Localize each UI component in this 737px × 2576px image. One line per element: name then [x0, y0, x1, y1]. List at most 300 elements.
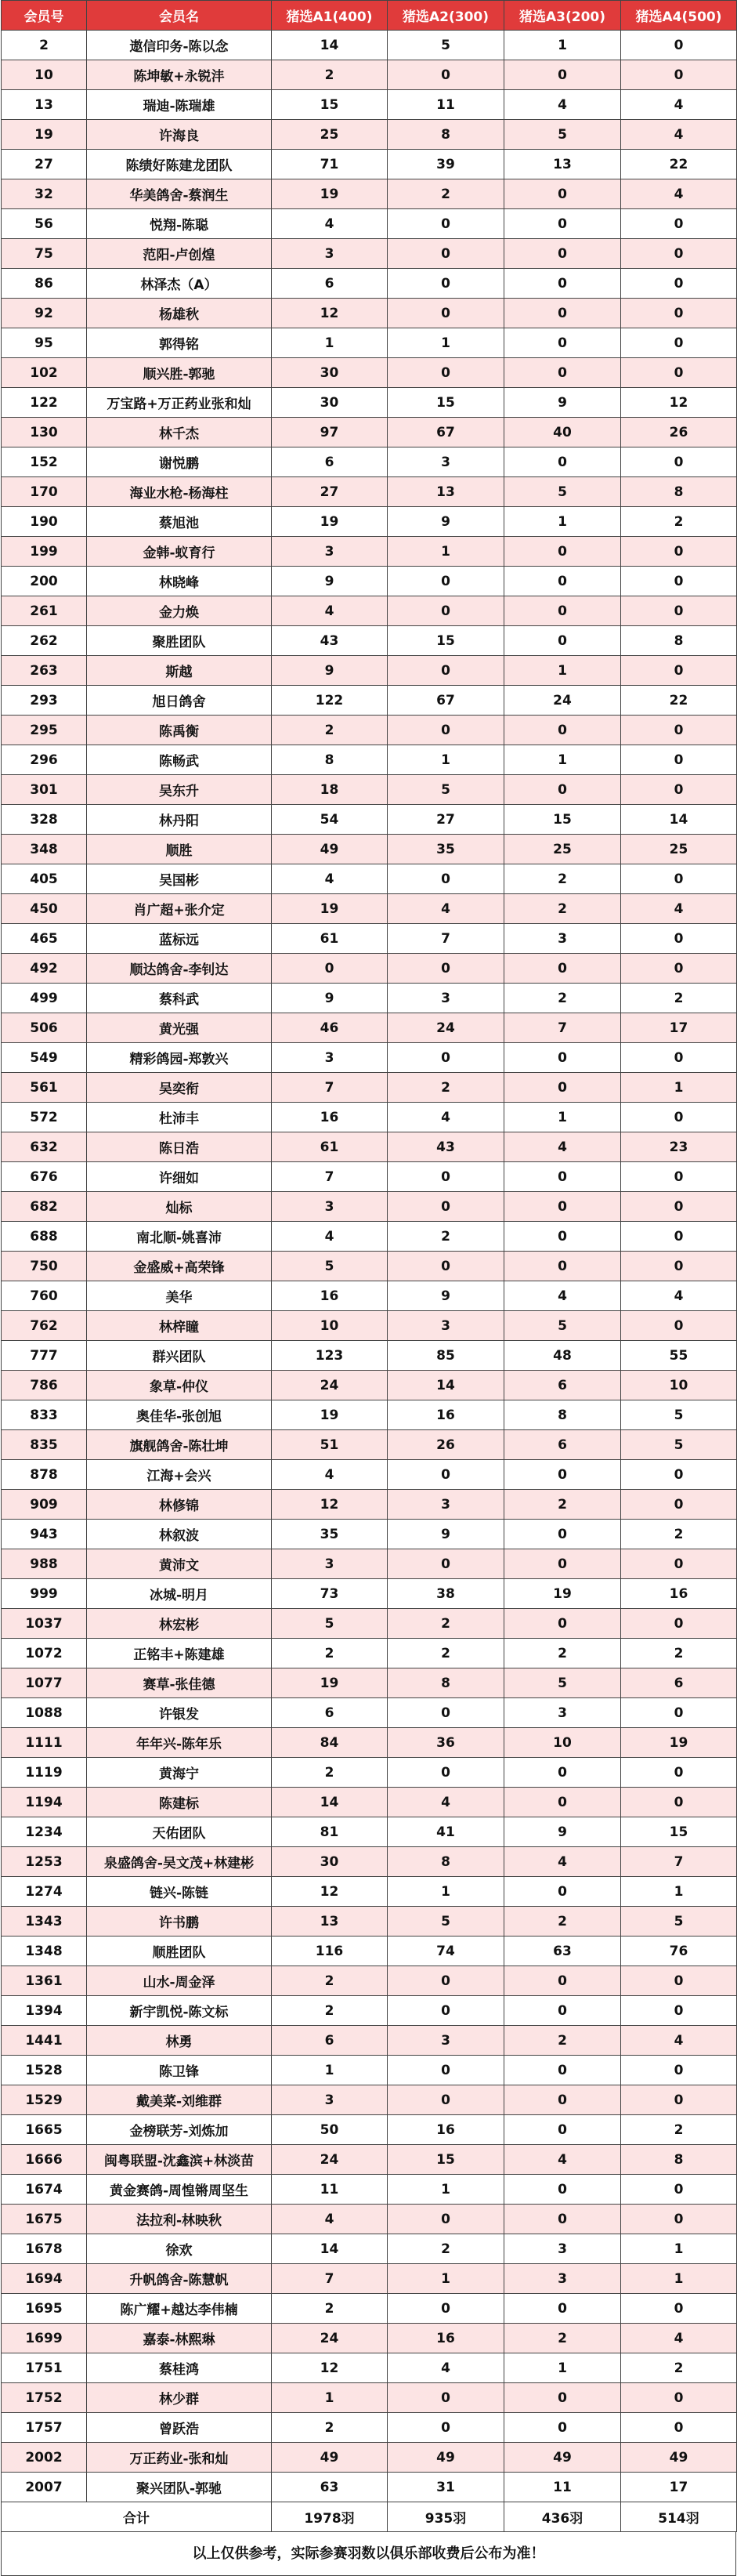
cell-member-id: 1678	[2, 2234, 87, 2264]
cell-member-name: 南北顺-姚喜沛	[87, 1222, 272, 1252]
cell-a4: 49	[621, 2443, 737, 2473]
cell-a4: 0	[621, 2413, 737, 2443]
cell-a3: 0	[504, 1996, 621, 2026]
cell-a3: 0	[504, 1460, 621, 1490]
cell-member-name: 林少群	[87, 2383, 272, 2413]
cell-a4: 4	[621, 179, 737, 209]
cell-a3: 0	[504, 2085, 621, 2115]
cell-a1: 12	[272, 1490, 388, 1520]
cell-member-id: 1348	[2, 1937, 87, 1966]
cell-member-id: 261	[2, 596, 87, 626]
cell-member-name: 美华	[87, 1281, 272, 1311]
cell-member-name: 林勇	[87, 2026, 272, 2056]
cell-a4: 1	[621, 2234, 737, 2264]
cell-a1: 7	[272, 1073, 388, 1103]
table-row	[2, 1996, 737, 2026]
cell-a2: 15	[388, 388, 504, 418]
table-row	[2, 1103, 737, 1132]
cell-member-id: 549	[2, 1043, 87, 1073]
cell-a1: 10	[272, 1311, 388, 1341]
cell-member-id: 943	[2, 1520, 87, 1549]
cell-a2: 85	[388, 1341, 504, 1371]
cell-member-name: 肖广超+张介定	[87, 894, 272, 924]
disclaimer-notice: 以上仅供参考，实际参赛羽数以俱乐部收费后公布为准！	[1, 2532, 736, 2576]
cell-member-id: 75	[2, 239, 87, 269]
cell-member-id: 572	[2, 1103, 87, 1132]
totals-label: 合计	[2, 2502, 272, 2532]
table-row	[2, 388, 737, 418]
cell-a4: 2	[621, 507, 737, 537]
cell-member-id: 1072	[2, 1639, 87, 1668]
cell-a1: 14	[272, 2234, 388, 2264]
cell-a1: 7	[272, 2264, 388, 2294]
cell-a2: 39	[388, 150, 504, 179]
cell-a2: 8	[388, 120, 504, 150]
cell-member-name: 旭日鸽舍	[87, 686, 272, 716]
cell-a3: 2	[504, 1907, 621, 1937]
cell-a2: 0	[388, 269, 504, 299]
cell-member-name: 升帆鸽舍-陈慧帆	[87, 2264, 272, 2294]
cell-member-name: 蔡桂鸿	[87, 2353, 272, 2383]
cell-member-id: 262	[2, 626, 87, 656]
cell-a1: 73	[272, 1579, 388, 1609]
table-row	[2, 1758, 737, 1788]
cell-member-id: 1441	[2, 2026, 87, 2056]
cell-member-id: 405	[2, 864, 87, 894]
cell-member-name: 冰城-明月	[87, 1579, 272, 1609]
cell-member-name: 林丹阳	[87, 805, 272, 835]
cell-a4: 0	[621, 954, 737, 984]
cell-a3: 4	[504, 1847, 621, 1877]
cell-a2: 0	[388, 1758, 504, 1788]
cell-member-id: 676	[2, 1162, 87, 1192]
cell-a2: 8	[388, 1668, 504, 1698]
table-row	[2, 1043, 737, 1073]
cell-a3: 0	[504, 1758, 621, 1788]
cell-a3: 1	[504, 2353, 621, 2383]
cell-a3: 19	[504, 1579, 621, 1609]
cell-a1: 12	[272, 1877, 388, 1907]
cell-a2: 1	[388, 328, 504, 358]
table-row	[2, 2383, 737, 2413]
cell-a1: 11	[272, 2175, 388, 2205]
cell-a2: 3	[388, 447, 504, 477]
cell-a4: 0	[621, 1162, 737, 1192]
cell-member-name: 陈绩好陈建龙团队	[87, 150, 272, 179]
cell-member-name: 赛草-张佳德	[87, 1668, 272, 1698]
cell-member-name: 聚胜团队	[87, 626, 272, 656]
cell-member-name: 许银发	[87, 1698, 272, 1728]
cell-a4: 0	[621, 2085, 737, 2115]
cell-a3: 0	[504, 1520, 621, 1549]
cell-member-id: 499	[2, 984, 87, 1013]
cell-a3: 0	[504, 209, 621, 239]
cell-member-id: 833	[2, 1400, 87, 1430]
cell-a4: 5	[621, 1907, 737, 1937]
cell-member-id: 1274	[2, 1877, 87, 1907]
table-row	[2, 1252, 737, 1281]
cell-a2: 0	[388, 2294, 504, 2324]
cell-a4: 15	[621, 1817, 737, 1847]
cell-a3: 48	[504, 1341, 621, 1371]
cell-member-id: 1675	[2, 2205, 87, 2234]
cell-member-name: 斯越	[87, 656, 272, 686]
table-row	[2, 1281, 737, 1311]
cell-a3: 0	[504, 1162, 621, 1192]
cell-a4: 0	[621, 1460, 737, 1490]
cell-member-id: 988	[2, 1549, 87, 1579]
table-row	[2, 328, 737, 358]
cell-member-name: 陈卫锋	[87, 2056, 272, 2085]
cell-member-name: 顺达鸽舍-李钊达	[87, 954, 272, 984]
cell-a1: 3	[272, 1549, 388, 1579]
table-row	[2, 2324, 737, 2353]
cell-a4: 1	[621, 1877, 737, 1907]
header-member-id: 会员号	[2, 1, 87, 31]
cell-member-id: 1666	[2, 2145, 87, 2175]
cell-a1: 30	[272, 388, 388, 418]
cell-a2: 43	[388, 1132, 504, 1162]
cell-a2: 11	[388, 90, 504, 120]
table-row	[2, 120, 737, 150]
table-row	[2, 358, 737, 388]
cell-a2: 16	[388, 2324, 504, 2353]
cell-a4: 0	[621, 1698, 737, 1728]
cell-a1: 3	[272, 537, 388, 567]
cell-member-name: 蔡科武	[87, 984, 272, 1013]
cell-member-id: 328	[2, 805, 87, 835]
cell-a1: 2	[272, 60, 388, 90]
cell-a1: 8	[272, 745, 388, 775]
table-row	[2, 1222, 737, 1252]
cell-a1: 24	[272, 2145, 388, 2175]
cell-member-id: 1234	[2, 1817, 87, 1847]
cell-a4: 0	[621, 1758, 737, 1788]
cell-a3: 11	[504, 2473, 621, 2502]
table-row	[2, 954, 737, 984]
cell-member-id: 86	[2, 269, 87, 299]
cell-a3: 24	[504, 686, 621, 716]
cell-member-id: 1528	[2, 2056, 87, 2085]
cell-member-id: 293	[2, 686, 87, 716]
header-a2: 猪选A2(300)	[388, 1, 504, 31]
cell-a4: 0	[621, 537, 737, 567]
cell-member-name: 林叙波	[87, 1520, 272, 1549]
cell-member-id: 682	[2, 1192, 87, 1222]
cell-a2: 0	[388, 299, 504, 328]
cell-a3: 0	[504, 2294, 621, 2324]
cell-a4: 0	[621, 447, 737, 477]
table-row	[2, 1639, 737, 1668]
cell-a3: 0	[504, 328, 621, 358]
cell-member-name: 陈建标	[87, 1788, 272, 1817]
table-row	[2, 1728, 737, 1758]
cell-a2: 9	[388, 507, 504, 537]
cell-a3: 0	[504, 1549, 621, 1579]
cell-a4: 5	[621, 1430, 737, 1460]
cell-member-id: 130	[2, 418, 87, 447]
table-row	[2, 2264, 737, 2294]
cell-a2: 27	[388, 805, 504, 835]
cell-a1: 4	[272, 1222, 388, 1252]
cell-a4: 10	[621, 1371, 737, 1400]
cell-a1: 35	[272, 1520, 388, 1549]
cell-a3: 9	[504, 388, 621, 418]
cell-member-name: 杨雄秋	[87, 299, 272, 328]
cell-a1: 6	[272, 1698, 388, 1728]
cell-a2: 16	[388, 1400, 504, 1430]
table-row	[2, 596, 737, 626]
cell-a4: 0	[621, 2383, 737, 2413]
table-row	[2, 745, 737, 775]
cell-a1: 4	[272, 209, 388, 239]
cell-member-id: 450	[2, 894, 87, 924]
cell-member-name: 陈广耀+越达李伟楠	[87, 2294, 272, 2324]
table-row	[2, 2115, 737, 2145]
cell-a3: 1	[504, 656, 621, 686]
table-row	[2, 1847, 737, 1877]
cell-member-id: 1699	[2, 2324, 87, 2353]
cell-member-name: 杜沛丰	[87, 1103, 272, 1132]
cell-a2: 24	[388, 1013, 504, 1043]
cell-a4: 0	[621, 358, 737, 388]
cell-a1: 0	[272, 954, 388, 984]
cell-a3: 5	[504, 120, 621, 150]
cell-a4: 0	[621, 2294, 737, 2324]
cell-member-name: 顺胜团队	[87, 1937, 272, 1966]
cell-a2: 0	[388, 1549, 504, 1579]
cell-a2: 0	[388, 954, 504, 984]
cell-member-id: 1194	[2, 1788, 87, 1817]
cell-a4: 7	[621, 1847, 737, 1877]
cell-a2: 0	[388, 2205, 504, 2234]
cell-member-name: 许书鹏	[87, 1907, 272, 1937]
cell-a3: 2	[504, 2026, 621, 2056]
cell-member-name: 象草-仲仪	[87, 1371, 272, 1400]
cell-a1: 2	[272, 1996, 388, 2026]
cell-member-id: 465	[2, 924, 87, 954]
cell-a4: 8	[621, 2145, 737, 2175]
cell-member-name: 泉盛鸽舍-吴文茂+林建彬	[87, 1847, 272, 1877]
cell-member-id: 1695	[2, 2294, 87, 2324]
cell-a2: 41	[388, 1817, 504, 1847]
cell-a1: 123	[272, 1341, 388, 1371]
cell-a3: 3	[504, 2264, 621, 2294]
cell-member-id: 1529	[2, 2085, 87, 2115]
cell-a3: 49	[504, 2443, 621, 2473]
cell-a4: 0	[621, 1490, 737, 1520]
cell-a4: 0	[621, 1788, 737, 1817]
cell-a3: 0	[504, 1252, 621, 1281]
cell-a3: 0	[504, 1192, 621, 1222]
cell-a3: 4	[504, 90, 621, 120]
cell-a4: 0	[621, 299, 737, 328]
table-row	[2, 1817, 737, 1847]
cell-a4: 16	[621, 1579, 737, 1609]
cell-member-id: 835	[2, 1430, 87, 1460]
cell-a3: 1	[504, 1103, 621, 1132]
cell-a2: 4	[388, 1103, 504, 1132]
cell-member-id: 19	[2, 120, 87, 150]
cell-a1: 43	[272, 626, 388, 656]
cell-a1: 19	[272, 1668, 388, 1698]
cell-a4: 0	[621, 1996, 737, 2026]
table-row	[2, 2175, 737, 2205]
table-row	[2, 1371, 737, 1400]
entries-table	[1, 0, 737, 2532]
cell-member-id: 2002	[2, 2443, 87, 2473]
cell-member-id: 909	[2, 1490, 87, 1520]
cell-member-name: 林梓瞳	[87, 1311, 272, 1341]
table-row	[2, 1341, 737, 1371]
cell-a3: 0	[504, 358, 621, 388]
cell-a4: 0	[621, 1311, 737, 1341]
cell-a3: 0	[504, 2056, 621, 2085]
cell-member-id: 506	[2, 1013, 87, 1043]
cell-a1: 30	[272, 1847, 388, 1877]
table-footer	[2, 2502, 737, 2532]
cell-a4: 1	[621, 1073, 737, 1103]
cell-a4: 2	[621, 1520, 737, 1549]
cell-a3: 0	[504, 626, 621, 656]
cell-member-name: 金韩-蚁育行	[87, 537, 272, 567]
table-row	[2, 2145, 737, 2175]
cell-a3: 9	[504, 1817, 621, 1847]
cell-a4: 17	[621, 2473, 737, 2502]
cell-a2: 49	[388, 2443, 504, 2473]
cell-a1: 19	[272, 179, 388, 209]
cell-member-name: 悦翔-陈聪	[87, 209, 272, 239]
cell-member-id: 263	[2, 656, 87, 686]
table-header	[2, 1, 737, 31]
cell-member-name: 链兴-陈链	[87, 1877, 272, 1907]
cell-a2: 14	[388, 1371, 504, 1400]
table-row	[2, 1609, 737, 1639]
cell-member-name: 奥佳华-张创旭	[87, 1400, 272, 1430]
cell-a1: 50	[272, 2115, 388, 2145]
cell-a1: 2	[272, 716, 388, 745]
cell-a2: 0	[388, 1966, 504, 1996]
cell-a1: 14	[272, 1788, 388, 1817]
cell-a2: 1	[388, 537, 504, 567]
table-row	[2, 90, 737, 120]
cell-a3: 1	[504, 507, 621, 537]
table-row	[2, 2234, 737, 2264]
cell-a3: 2	[504, 1490, 621, 1520]
cell-member-id: 999	[2, 1579, 87, 1609]
cell-a3: 3	[504, 924, 621, 954]
cell-a2: 5	[388, 31, 504, 60]
cell-member-id: 170	[2, 477, 87, 507]
cell-a2: 0	[388, 716, 504, 745]
cell-member-name: 旗舰鸽舍-陈壮坤	[87, 1430, 272, 1460]
cell-member-name: 林泽杰（A）	[87, 269, 272, 299]
cell-a3: 13	[504, 150, 621, 179]
table-row	[2, 2353, 737, 2383]
cell-a2: 0	[388, 358, 504, 388]
table-row	[2, 1877, 737, 1907]
cell-member-name: 年年兴-陈年乐	[87, 1728, 272, 1758]
cell-member-id: 199	[2, 537, 87, 567]
cell-a2: 9	[388, 1520, 504, 1549]
table-row	[2, 1460, 737, 1490]
cell-a1: 25	[272, 120, 388, 150]
cell-a2: 2	[388, 1073, 504, 1103]
cell-a4: 0	[621, 239, 737, 269]
cell-member-name: 黄沛文	[87, 1549, 272, 1579]
cell-a3: 0	[504, 567, 621, 596]
table-row	[2, 269, 737, 299]
cell-a4: 0	[621, 2056, 737, 2085]
cell-a4: 1	[621, 2264, 737, 2294]
cell-a3: 2	[504, 984, 621, 1013]
cell-a1: 2	[272, 1639, 388, 1668]
table-row	[2, 179, 737, 209]
cell-a2: 0	[388, 209, 504, 239]
cell-a2: 67	[388, 686, 504, 716]
cell-a2: 0	[388, 864, 504, 894]
cell-a2: 0	[388, 60, 504, 90]
cell-member-name: 郭得铭	[87, 328, 272, 358]
cell-a4: 12	[621, 388, 737, 418]
cell-member-name: 黄光强	[87, 1013, 272, 1043]
cell-member-name: 精彩鸽园-郑敦兴	[87, 1043, 272, 1073]
cell-a1: 24	[272, 1371, 388, 1400]
header-a4: 猪选A4(500)	[621, 1, 737, 31]
cell-a4: 0	[621, 1043, 737, 1073]
cell-a2: 31	[388, 2473, 504, 2502]
cell-a2: 1	[388, 2175, 504, 2205]
cell-a4: 0	[621, 745, 737, 775]
cell-a4: 0	[621, 209, 737, 239]
cell-a1: 81	[272, 1817, 388, 1847]
cell-member-id: 122	[2, 388, 87, 418]
cell-a2: 3	[388, 984, 504, 1013]
cell-member-id: 296	[2, 745, 87, 775]
cell-member-name: 范阳-卢创煌	[87, 239, 272, 269]
cell-a1: 4	[272, 2205, 388, 2234]
cell-a2: 0	[388, 1460, 504, 1490]
cell-a4: 0	[621, 269, 737, 299]
cell-a3: 0	[504, 239, 621, 269]
cell-a1: 24	[272, 2324, 388, 2353]
cell-a4: 2	[621, 984, 737, 1013]
table-row	[2, 60, 737, 90]
cell-a4: 55	[621, 1341, 737, 1371]
cell-a2: 38	[388, 1579, 504, 1609]
cell-a2: 13	[388, 477, 504, 507]
cell-a4: 0	[621, 864, 737, 894]
cell-a3: 6	[504, 1371, 621, 1400]
cell-member-name: 蔡旭池	[87, 507, 272, 537]
cell-a3: 0	[504, 1877, 621, 1907]
table-row	[2, 418, 737, 447]
cell-a4: 4	[621, 90, 737, 120]
table-row	[2, 31, 737, 60]
cell-a3: 15	[504, 805, 621, 835]
cell-a2: 0	[388, 1252, 504, 1281]
cell-member-id: 1394	[2, 1996, 87, 2026]
table-row	[2, 2085, 737, 2115]
cell-a4: 4	[621, 2324, 737, 2353]
cell-member-id: 10	[2, 60, 87, 90]
cell-a1: 14	[272, 31, 388, 60]
table-row	[2, 2443, 737, 2473]
cell-a1: 16	[272, 1281, 388, 1311]
cell-a3: 0	[504, 2205, 621, 2234]
table-row	[2, 626, 737, 656]
cell-member-id: 102	[2, 358, 87, 388]
